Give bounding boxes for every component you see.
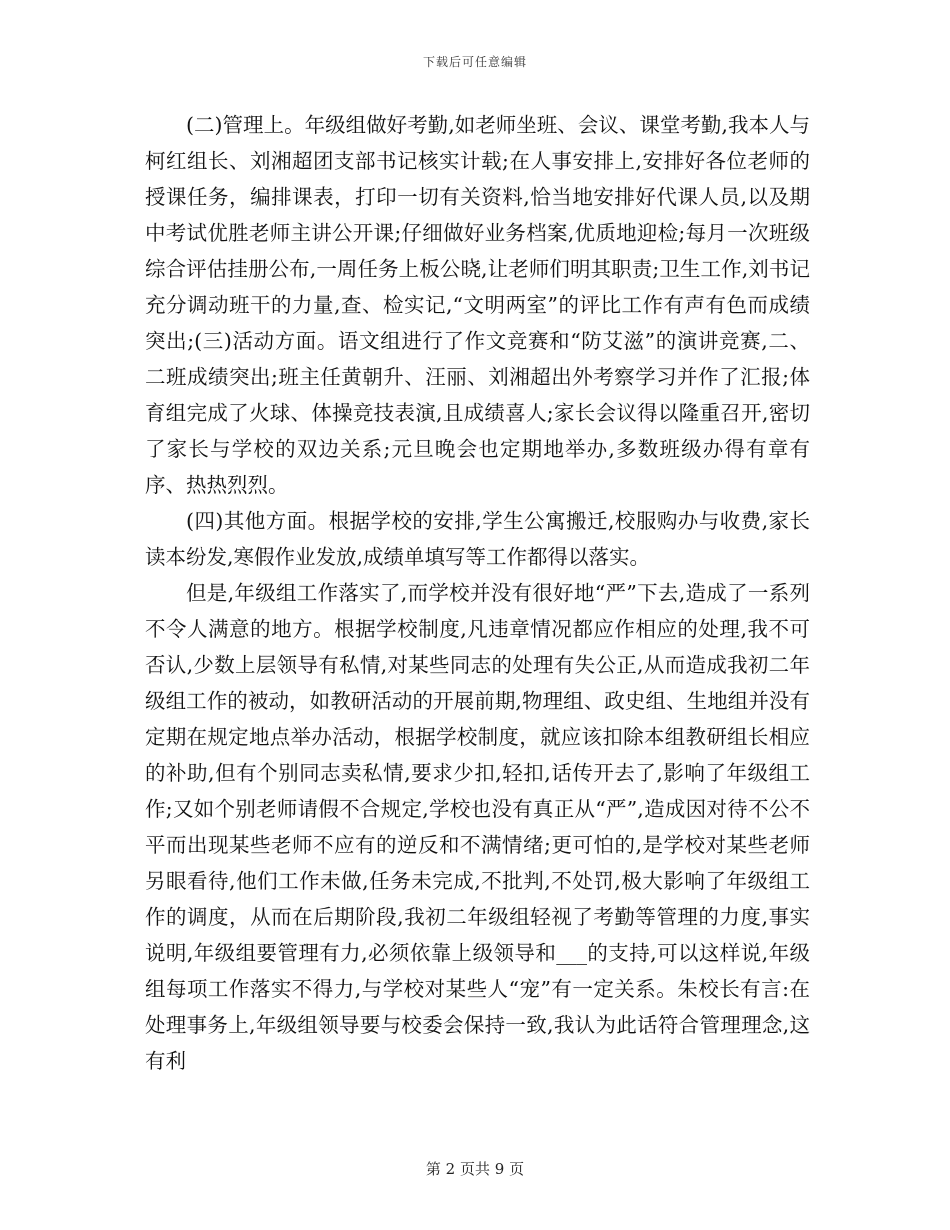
paragraph-other-aspects: (四)其他方面。根据学校的安排,学生公寓搬迁,校服购办与收费,家长读本纷发,寒假作业发放,成绩单填写等工作都得以落实。 [145,509,810,569]
page-header: 下载后可任意编辑 [422,55,527,69]
paragraph-management: (二)管理上。年级组做好考勤,如老师坐班、会议、课堂考勤,我本人与柯红组长、刘湘超团支部书记核实计载;在人事安排上,安排好各位老师的授课任务，编排课表，打印一切有关资料,恰当地安排好代课人员,以及期中考试优胜老师主讲公开课;仔细做好业务档案,优质地迎检;每月一次班级综合评估挂册公布,一周任务上板公晓,让老师们明其职责;卫生工作,刘书记充分调动班干的力量,查、检实记,“文明两室”的评比工作有声有色而成绩突出;(三)活动方面。语文组进行了作文竞赛和“防艾滋”的演讲竞赛,二、二班成绩突出;班主任黄朝升、汪丽、刘湘超出外考察学习并作了汇报;体育组完成了火球、体操竞技表演,且成绩喜人;家长会议得以隆重召开,密切了家长与学校的双边关系;元旦晚会也定期地举办,多数班级办得有章有序、热热烈烈。 [145,113,810,497]
document-body [145,107,810,1079]
paragraph-problems: 但是,年级组工作落实了,而学校并没有很好地“严”下去,造成了一系列不令人满意的地方。根据学校制度,凡违章情况都应作相应的处理,我不可否认,少数上层领导有私情,对某些同志的处理有失公正,从而造成我初二年级组工作的被动，如教研活动的开展前期,物理组、政史组、生地组并没有定期在规定地点举办活动，根据学校制度，就应该扣除本组教研组长相应的补助,但有个别同志卖私情,要求少扣,轻扣,话传开去了,影响了年级组工作;又如个别老师请假不合规定,学校也没有真正从“严”,造成因对待不公不平而出现某些老师不应有的逆反和不满情绪;更可怕的,是学校对某些老师另眼看待,他们工作未做,任务未完成,不批判,不处罚,极大影响了年级组工作的调度，从而在后期阶段,我初二年级组轻视了考勤等管理的力度,事实说明,年级组要管理有力,必须依靠上级领导和___的支持,可以这样说,年级组每项工作落实不得力,与学校对某些人“宠”有一定关系。朱校长有言:在处理事务上,年级组领导要与校委会保持一致,我认为此话符合管理理念,这有利 [145,581,810,1073]
page-number-footer: 第 2 页共 9 页 [425,1160,525,1178]
